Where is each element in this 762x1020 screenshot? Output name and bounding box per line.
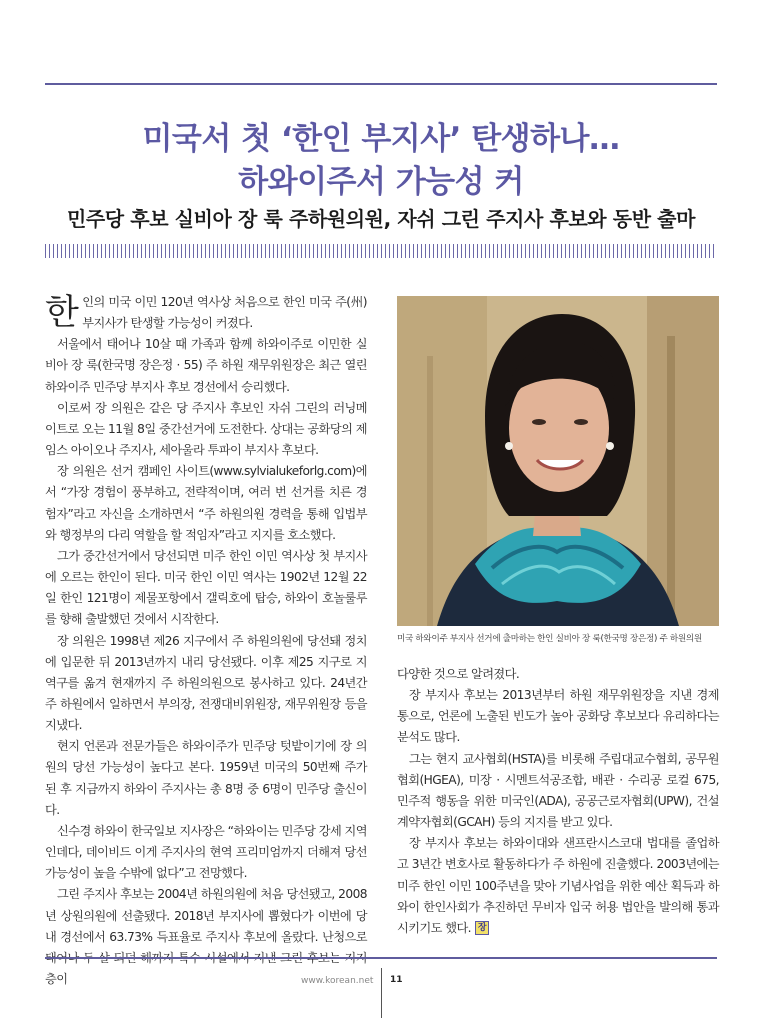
article-paragraph: 장 부지사 후보는 2013년부터 하원 재무위원장을 지낸 경제통으로, 언론에 노출된 빈도가 높아 공화당 후보보다 유리하다는 분석도 많다. [397, 688, 719, 745]
subheadline: 민주당 후보 실비아 장 룩 주하원의원, 자쉬 그린 주지사 후보와 동반 출마 [66, 207, 696, 231]
article-paragraph: 그린 주지사 후보는 2004년 하원의원에 처음 당선됐고, 2008년 상원의원에 선출됐다. 2018년 부지사에 뽑혔다가 이번에 당내 경선에서 63.73% 득표율로 주지사 후보에 올랐다. 난청으로 층이 [45, 887, 367, 986]
article-paragraph: 그는 현지 교사협회(HSTA)를 비롯해 주립대교수협회, 공무원협회(HGEA), 미장 · 시멘트석공조합, 배관 · 수리공 로컬 675, 민주적 행동을 위한 미국인(ADA), 공공근로자협회(UPW), 건설계약자협회(GCAH) 등의 지지를 받고 있다. [397, 751, 719, 830]
article-paragraph: 서울에서 태어나 10살 때 가족과 함께 하와이주로 이민한 실비아 장 룩(한국명 장은정 · 55) 주 하원 재무위원장은 최근 열린 하와이주 민주당 부지사 후보 경선에서 승리했다. [45, 337, 367, 394]
photo-caption: 미국 하와이주 부지사 선거에 출마하는 한인 실비아 장 룩(한국명 장은정) 주 하원의원 [397, 634, 702, 644]
portrait-photo [397, 296, 719, 626]
article-paragraph: 다양한 것으로 알려졌다. [397, 667, 520, 681]
drop-cap: 한 [45, 293, 79, 333]
footer-separator [381, 968, 382, 1018]
portrait-illustration [397, 296, 719, 626]
article-paragraph: 장 부지사 후보는 하와이대와 샌프란시스코대 법대를 졸업하고 3년간 변호사로 활동하다가 주 하원에 진출했다. 2003년에는 미주 한인 이민 100주년을 맞아 기념사업을 위한 예산 획득과 하와이 한인사회가 추진하던 무비자 입국 허용 법안을 발의해 통과시키기도 했다. 장 [397, 836, 719, 935]
article-paragraph: 한인의 미국 이민 120년 역사상 처음으로 한인 미국 주(州) 부지사가 탄생할 가능성이 커졌다. [45, 293, 367, 333]
article-paragraph: 그가 중간선거에서 당선되면 미주 한인 이민 역사상 첫 부지사에 오르는 한인이 된다. 미국 한인 이민 역사는 1902년 12월 22일 한인 121명이 제물포항에서 갤릭호에 탑승, 하와이 호놀룰루를 향해 출발했던 것에서 시작한다. [45, 548, 367, 627]
headline-line-1: 미국서 첫 ‘한인 부지사’ 탄생하나… [142, 121, 620, 157]
article-paragraph: 신수경 하와이 한국일보 지사장은 “하와이는 민주당 강세 지역인데다, 데이비드 이게 주지사의 현역 프리미엄까지 더해져 당선 가능성이 높을 수밖에 없다”고 전망했다. [45, 823, 367, 881]
article-paragraph: 장 의원은 1998년 제26 지구에서 주 하원의원에 당선돼 정치에 입문한 뒤 2013년까지 내리 당선됐다. 이후 제25 지구로 지역구를 옮겨 현재까지 주 하원의원으로 봉사하고 있다. 24년간 주 하원에서 일하면서 부의장, 전쟁대비위원장, 재무위원장 등을 지냈다. [45, 633, 367, 733]
article-column-left [45, 292, 367, 990]
bottom-rule [45, 957, 717, 959]
article-paragraph: 이로써 장 의원은 같은 당 주지사 후보인 자쉬 그린의 러닝메이트로 오는 11월 8일 중간선거에 도전한다. 상대는 공화당의 제임스 아이오나 주지사, 세아울라 투파이 부지사 후보다. [45, 400, 367, 458]
page-number: 11 [390, 975, 403, 985]
article-paragraph: 장 의원은 선거 캠페인 사이트(www.sylvialukeforlg.com)에서 “가장 경험이 풍부하고, 전략적이며, 여러 번 선거를 치른 경험자”라고 자신을 소개하면서 “주 하원의원 경력을 통해 입법부와 행정부의 다리 역할을 할 적임자”라고 지지를 호소했다. [45, 464, 367, 542]
article-column-right [397, 664, 719, 939]
headline-line-2: 하와이주서 가능성 커 [238, 164, 524, 200]
top-rule [45, 83, 717, 85]
article-paragraph: 현지 언론과 전문가들은 하와이주가 민주당 텃밭이기에 장 의원의 당선 가능성이 높다고 본다. 1959년 미국의 50번째 주가 된 후 지금까지 하와이 주지사는 총 8명 중 6명이 민주당 출신이다. [45, 739, 367, 817]
end-mark-icon: 장 [475, 921, 489, 935]
hatched-divider [45, 244, 717, 258]
footer-url: www.korean.net [301, 976, 374, 986]
